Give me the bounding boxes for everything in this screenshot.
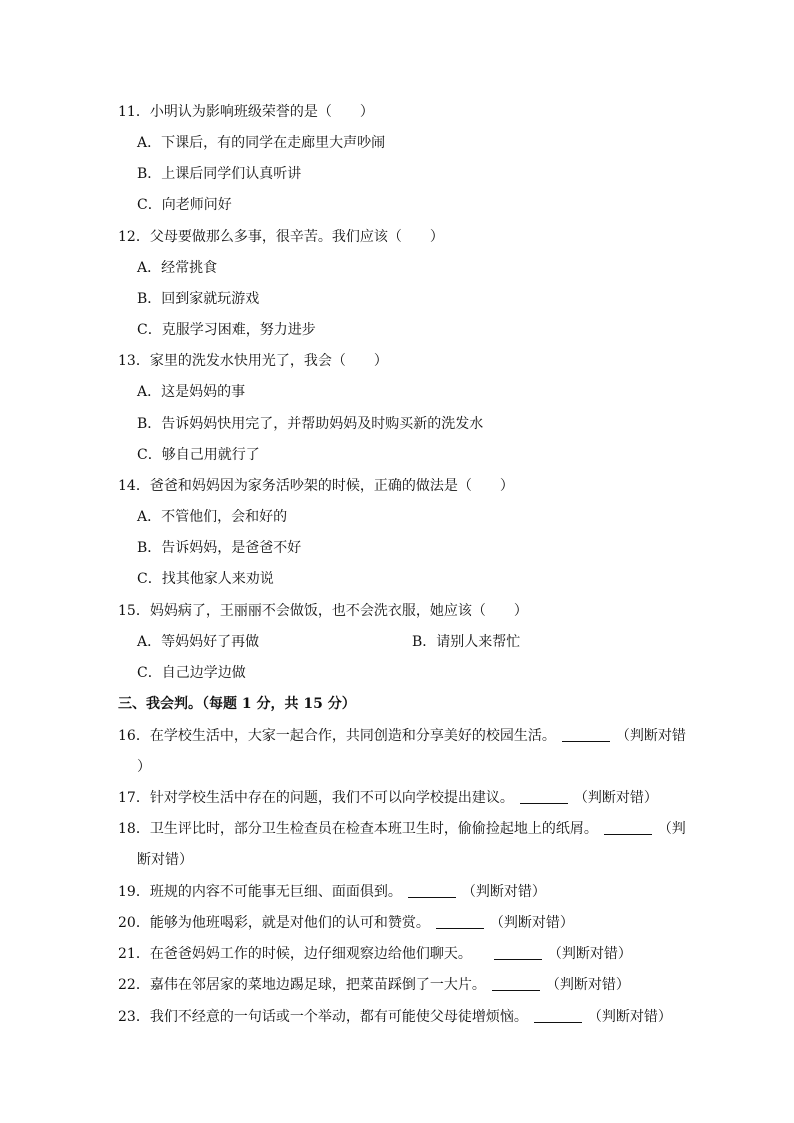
answer-blank[interactable]: [534, 1008, 582, 1023]
option-text: A．下课后，有的同学在走廊里大声吵闹: [137, 135, 386, 151]
judge-text: 23．我们不经意的一句话或一个举动，都有可能使父母徒增烦恼。: [118, 1009, 528, 1025]
option-text: B．回到家就玩游戏: [137, 291, 260, 307]
judge-19: [0, 882, 794, 902]
question-stem: 13．家里的洗发水快用光了，我会（ ）: [118, 353, 388, 369]
option-c: [0, 569, 794, 589]
answer-blank[interactable]: [562, 727, 610, 742]
judge-20: [0, 913, 794, 933]
option-a: [0, 507, 794, 527]
option-b: [0, 164, 794, 184]
judge-line: [118, 913, 574, 933]
judge-tag: （判: [657, 821, 686, 837]
judge-23: [0, 1007, 794, 1027]
judge-18-cont: [0, 850, 794, 870]
judge-text: 21．在爸爸妈妈工作的时候，边仔细观察边给他们聊天。: [118, 946, 472, 962]
option-text: C．够自己用就行了: [137, 447, 260, 463]
question-14: [0, 476, 794, 496]
question-12: [0, 227, 794, 247]
judge-text: 19．班规的内容不可能事无巨细、面面俱到。: [118, 884, 402, 900]
option-c: [0, 445, 794, 465]
question-stem: 11．小明认为影响班级荣誉的是（ ）: [118, 104, 374, 120]
question-stem: 15．妈妈病了，王丽丽不会做饭，也不会洗衣服，她应该（ ）: [118, 603, 528, 619]
judge-tag: （判断对错）: [489, 915, 574, 931]
question-15: [0, 601, 794, 621]
judge-line: [118, 882, 546, 902]
question-13: [0, 351, 794, 371]
option-a: [0, 382, 794, 402]
option-a: A．等妈妈好了再做: [137, 634, 260, 650]
answer-blank[interactable]: [604, 820, 652, 835]
judge-line: [118, 944, 632, 964]
option-text: B．告诉妈妈，是爸爸不好: [137, 540, 302, 556]
judge-text: 17．针对学校生活中存在的问题，我们不可以向学校提出建议。: [118, 790, 514, 806]
answer-blank[interactable]: [492, 976, 540, 991]
judge-22: [0, 975, 794, 995]
judge-text: 22．嘉伟在邻居家的菜地边踢足球，把菜苗踩倒了一大片。: [118, 977, 486, 993]
judge-line: [118, 726, 686, 746]
option-b: [0, 414, 794, 434]
judge-17: [0, 788, 794, 808]
judge-line: [118, 975, 630, 995]
judge-21: [0, 944, 794, 964]
question-11: [0, 102, 794, 122]
answer-blank[interactable]: [520, 789, 568, 804]
judge-text: 16．在学校生活中，大家一起合作，共同创造和分享美好的校园生活。: [118, 728, 556, 744]
option-c: [0, 195, 794, 215]
option-text: B．告诉妈妈快用完了，并帮助妈妈及时购买新的洗发水: [137, 416, 484, 432]
judge-continuation: 断对错）: [137, 852, 193, 868]
option-row: [0, 632, 794, 652]
answer-blank[interactable]: [494, 945, 542, 960]
option-text: C．克服学习困难，努力进步: [137, 322, 316, 338]
judge-16-cont: [0, 757, 794, 777]
section-title: 三、我会判。（每题 1 分，共 15 分）: [118, 696, 356, 712]
judge-18: [0, 819, 794, 839]
judge-tag: （判断对错）: [547, 946, 632, 962]
answer-blank[interactable]: [436, 914, 484, 929]
option-text: A．不管他们，会和好的: [137, 509, 288, 525]
judge-continuation: ）: [137, 759, 151, 775]
judge-line: [118, 1007, 672, 1027]
section-heading: [0, 694, 794, 714]
option-b: [0, 538, 794, 558]
judge-tag: （判断对错: [615, 728, 686, 744]
option-b: [0, 289, 794, 309]
question-stem: 12．父母要做那么多事，很辛苦。我们应该（ ）: [118, 229, 444, 245]
option-b: B．请别人来帮忙: [412, 634, 521, 650]
judge-tag: （判断对错）: [461, 884, 546, 900]
option-text: C．找其他家人来劝说: [137, 571, 274, 587]
option-c: [0, 320, 794, 340]
judge-line: [118, 819, 686, 839]
judge-text: 18．卫生评比时，部分卫生检查员在检查本班卫生时，偷偷捡起地上的纸屑。: [118, 821, 598, 837]
judge-tag: （判断对错）: [587, 1009, 672, 1025]
option-text: C．向老师问好: [137, 197, 232, 213]
judge-text: 20．能够为他班喝彩，就是对他们的认可和赞赏。: [118, 915, 430, 931]
answer-blank[interactable]: [408, 883, 456, 898]
option-text: C．自己边学边做: [137, 665, 246, 681]
judge-tag: （判断对错）: [545, 977, 630, 993]
option-text: A．这是妈妈的事: [137, 384, 246, 400]
judge-16: [0, 726, 794, 746]
option-a: [0, 133, 794, 153]
judge-tag: （判断对错）: [573, 790, 658, 806]
option-c: [0, 663, 794, 683]
option-text: B．上课后同学们认真听讲: [137, 166, 302, 182]
option-a: [0, 258, 794, 278]
judge-line: [118, 788, 658, 808]
question-stem: 14．爸爸和妈妈因为家务活吵架的时候，正确的做法是（ ）: [118, 478, 514, 494]
option-text: A．经常挑食: [137, 260, 218, 276]
